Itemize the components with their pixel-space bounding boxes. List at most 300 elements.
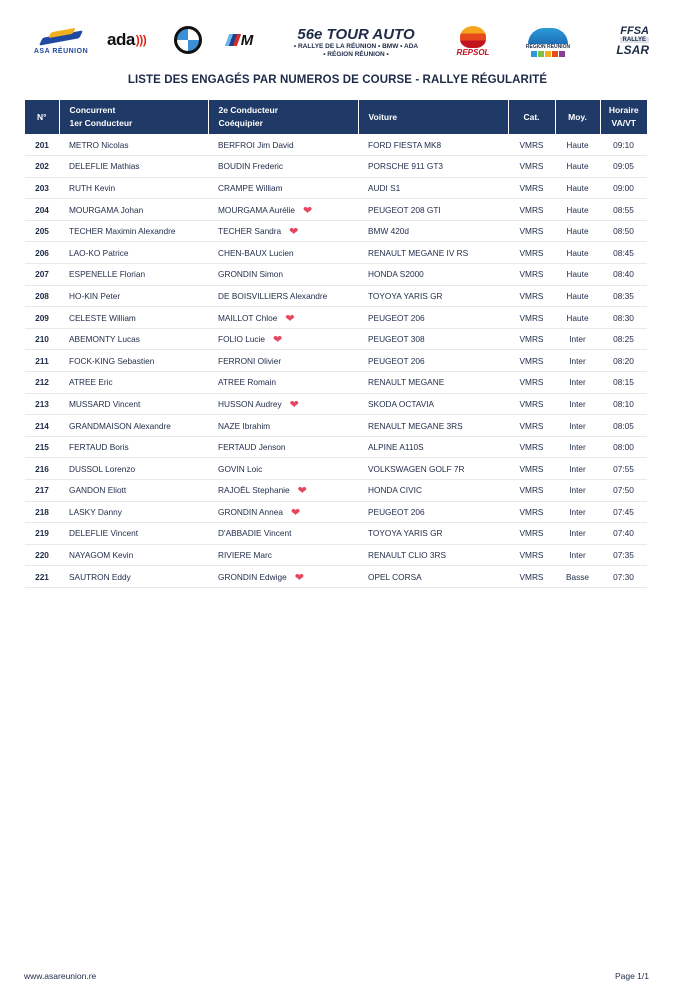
driver-name [59,220,208,242]
codriver-name-text: NAZE Ibrahim [218,420,271,431]
driver-name-text: ESPENELLE Florian [69,269,146,280]
driver-name-text: RUTH Kevin [69,182,116,193]
driver-name [59,415,208,437]
start-time [600,544,647,566]
category-text: VMRS [519,420,544,431]
codriver-name-text: TECHER Sandra [218,226,282,237]
bmw-m-logo: M [220,32,260,48]
ada-logo-text: ada [107,30,135,49]
header-moy: Moy. [555,100,600,134]
entry-number-text: 212 [35,377,49,388]
category-text: VMRS [519,528,544,539]
m-stripes-icon [225,34,241,46]
driver-name [59,177,208,199]
car-model [358,177,508,199]
table-row [25,415,647,437]
average-level-text: Inter [569,334,586,345]
codriver-name-text: MAILLOT Chloe [218,312,278,323]
average-level [555,501,600,523]
category-text: VMRS [519,226,544,237]
driver-name-text: MUSSARD Vincent [69,398,141,409]
driver-name [59,501,208,523]
average-level [555,350,600,372]
average-level [555,285,600,307]
average-level-text: Haute [566,247,589,258]
codriver-name-text: CRAMPE William [218,182,283,193]
header-concurrent [59,100,208,134]
category [508,436,555,458]
table-row [25,285,647,307]
average-level [555,523,600,545]
driver-name-text: FOCK-KING Sebastien [69,355,155,366]
start-time [600,220,647,242]
entry-number [25,350,59,372]
category-text: VMRS [519,290,544,301]
category-text: VMRS [519,377,544,388]
car-model-text: VOLKSWAGEN GOLF 7R [368,463,465,474]
codriver-name [208,480,358,502]
average-level [555,328,600,350]
driver-name [59,242,208,264]
heart-icon: ❤ [289,226,299,239]
codriver-name [208,264,358,286]
car-model-text: OPEL CORSA [368,571,422,582]
entry-number-text: 216 [35,463,49,474]
start-time-text: 08:25 [613,334,634,345]
repsol-logo-text: REPSOL [456,47,490,57]
codriver-name-text: FERRONI Olivier [218,355,282,366]
average-level [555,156,600,178]
start-time-text: 08:40 [613,269,634,280]
entry-number [25,436,59,458]
car-model [358,480,508,502]
header-voiture: Voiture [358,100,508,134]
heart-icon: ❤ [273,334,283,347]
codriver-name [208,566,358,588]
start-time [600,523,647,545]
start-time [600,501,647,523]
start-time-text: 08:35 [613,290,634,301]
table-header-row [25,100,647,134]
ada-waves-icon: ))) [135,33,147,47]
start-time-text: 07:30 [613,571,634,582]
category [508,285,555,307]
category [508,307,555,329]
codriver-name-text: ATREE Romain [218,377,276,388]
ffsa-lsar-logo [585,20,649,62]
average-level-text: Haute [566,290,589,301]
car-model-text: SKODA OCTAVIA [368,398,435,409]
ffsa-logo-text: FFSA [620,25,649,37]
car-model-text: PEUGEOT 208 GTI [368,204,441,215]
entry-number-text: 215 [35,442,49,453]
region-sun-icon [528,28,568,44]
driver-name [59,523,208,545]
header-cat: Cat. [508,100,555,134]
ada-logo [107,28,146,52]
table-row [25,328,647,350]
average-level [555,134,600,156]
entry-number [25,199,59,221]
entry-number-text: 218 [35,506,49,517]
average-level [555,177,600,199]
entry-number-text: 208 [35,290,49,301]
entry-number [25,566,59,588]
start-time [600,156,647,178]
driver-name-text: DELEFLIE Mathias [69,161,140,172]
car-model [358,501,508,523]
driver-name [59,372,208,394]
car-model-text: RENAULT MEGANE [368,377,445,388]
average-level-text: Haute [566,204,589,215]
car-model-text: AUDI S1 [368,182,401,193]
average-level-text: Haute [566,269,589,280]
category [508,415,555,437]
average-level [555,372,600,394]
car-model-text: HONDA S2000 [368,269,424,280]
driver-name [59,285,208,307]
codriver-name [208,436,358,458]
table-row [25,350,647,372]
car-model [358,566,508,588]
driver-name-text: TECHER Maximin Alexandre [69,226,176,237]
car-model-text: BMW 420d [368,226,410,237]
entry-number [25,177,59,199]
asa-logo-text: ASA RÉUNION [33,47,89,55]
category-text: VMRS [519,485,544,496]
average-level-text: Haute [566,182,589,193]
driver-name-text: ABEMONTY Lucas [69,334,140,345]
average-level-text: Haute [566,312,589,323]
header-concurrent-line1: Concurrent [69,105,116,115]
driver-name [59,458,208,480]
average-level-text: Haute [566,139,589,150]
category [508,350,555,372]
header-second-line1: 2e Conducteur [218,105,279,115]
entry-number [25,480,59,502]
entry-number [25,285,59,307]
entry-number [25,458,59,480]
entry-number-text: 206 [35,247,49,258]
entry-number [25,544,59,566]
average-level-text: Haute [566,161,589,172]
start-time [600,436,647,458]
start-time-text: 07:40 [613,528,634,539]
start-time [600,307,647,329]
average-level-text: Inter [569,463,586,474]
start-time [600,134,647,156]
car-model-text: PORSCHE 911 GT3 [368,161,444,172]
driver-name [59,393,208,415]
header-num: N° [25,100,59,134]
codriver-name-text: DE BOISVILLIERS Alexandre [218,290,328,301]
driver-name-text: DELEFLIE Vincent [69,528,139,539]
car-model [358,156,508,178]
driver-name [59,350,208,372]
repsol-flame-icon [460,26,486,48]
car-model [358,220,508,242]
tour-auto-logo [276,22,436,62]
car-model [358,544,508,566]
driver-name [59,480,208,502]
entry-number [25,328,59,350]
region-logo-text: RÉGION RÉUNION [525,43,571,50]
average-level [555,199,600,221]
driver-name-text: DUSSOL Lorenzo [69,463,136,474]
car-model-text: RENAULT MEGANE IV RS [368,247,469,258]
header-horaire-line1: Horaire [608,105,639,115]
category [508,220,555,242]
driver-name-text: LAO-KO Patrice [69,247,129,258]
entry-number [25,501,59,523]
start-time [600,177,647,199]
entry-number [25,156,59,178]
start-time [600,415,647,437]
region-color-bars [531,51,565,57]
average-level [555,566,600,588]
category [508,544,555,566]
start-time [600,372,647,394]
codriver-name-text: D'ABBADIE Vincent [218,528,292,539]
entry-number-text: 205 [35,226,49,237]
car-model [358,458,508,480]
start-time-text: 08:30 [613,312,634,323]
header-second-line2: Coéquipier [218,118,263,128]
category [508,242,555,264]
table-row [25,523,647,545]
table-row [25,501,647,523]
table-row [25,544,647,566]
codriver-name [208,523,358,545]
driver-name-text: FERTAUD Boris [69,442,129,453]
codriver-name [208,199,358,221]
table-row [25,156,647,178]
entry-number [25,307,59,329]
entry-number-text: 202 [35,161,49,172]
start-time [600,566,647,588]
average-level-text: Inter [569,355,586,366]
category-text: VMRS [519,550,544,561]
car-model-text: PEUGEOT 206 [368,312,425,323]
codriver-name-text: BERFROI Jim David [218,139,294,150]
average-level [555,264,600,286]
car-model [358,350,508,372]
average-level-text: Inter [569,377,586,388]
table-row [25,458,647,480]
start-time-text: 09:05 [613,161,634,172]
codriver-name [208,415,358,437]
car-model [358,285,508,307]
table-row [25,134,647,156]
tour-auto-line1: • RALLYE DE LA RÉUNION • BMW • ADA [293,42,419,50]
ffsa-rallye-text: RALLYE [620,37,649,43]
header-horaire-line2: VA/VT [611,118,636,128]
category-text: VMRS [519,398,544,409]
start-time [600,199,647,221]
car-model-text: ALPINE A110S [368,442,424,453]
repsol-logo [453,22,493,60]
table-row [25,566,647,588]
codriver-name [208,350,358,372]
driver-name [59,436,208,458]
entry-number [25,134,59,156]
average-level-text: Inter [569,528,586,539]
average-level-text: Basse [565,571,590,582]
entry-number-text: 221 [35,571,49,582]
codriver-name [208,177,358,199]
category-text: VMRS [519,355,544,366]
average-level [555,393,600,415]
codriver-name [208,285,358,307]
start-time-text: 08:00 [613,442,634,453]
footer-website: www.asareunion.re [24,971,97,981]
driver-name [59,328,208,350]
driver-name [59,307,208,329]
entry-number-text: 210 [35,334,49,345]
heart-icon: ❤ [294,571,304,584]
codriver-name-text: GRONDIN Simon [218,269,284,280]
average-level [555,220,600,242]
category-text: VMRS [519,204,544,215]
entry-number [25,523,59,545]
car-model-text: PEUGEOT 206 [368,506,425,517]
tour-auto-line2: • RÉGION RÉUNION • [323,50,389,58]
header-concurrent-line2: 1er Conducteur [69,118,133,128]
entry-number-text: 209 [35,312,49,323]
car-model [358,415,508,437]
codriver-name [208,156,358,178]
driver-name-text: HO-KIN Peter [69,290,121,301]
start-time [600,264,647,286]
car-model-text: TOYOYA YARIS GR [368,290,443,301]
header-horaire [600,100,647,134]
car-model [358,393,508,415]
average-level [555,436,600,458]
driver-name-text: NAYAGOM Kevin [69,550,134,561]
category-text: VMRS [519,571,544,582]
car-model [358,372,508,394]
average-level [555,458,600,480]
driver-name-text: GRANDMAISON Alexandre [69,420,171,431]
start-time-text: 08:05 [613,420,634,431]
codriver-name-text: RAJOËL Stephanie [218,485,290,496]
codriver-name [208,328,358,350]
average-level [555,544,600,566]
average-level [555,480,600,502]
category [508,134,555,156]
codriver-name [208,372,358,394]
table-row [25,307,647,329]
car-model [358,307,508,329]
category-text: VMRS [519,334,544,345]
table-row [25,264,647,286]
category [508,393,555,415]
start-time-text: 08:50 [613,226,634,237]
average-level-text: Inter [569,550,586,561]
driver-name-text: GANDON Eliott [69,485,127,496]
driver-name-text: METRO Nicolas [69,139,129,150]
category-text: VMRS [519,506,544,517]
heart-icon: ❤ [297,485,307,498]
category-text: VMRS [519,247,544,258]
asa-reunion-logo [30,22,92,60]
page-title: LISTE DES ENGAGÉS PAR NUMEROS DE COURSE - RALLYE RÉGULARITÉ [127,74,548,86]
table-row [25,199,647,221]
category-text: VMRS [519,182,544,193]
entry-number-text: 214 [35,420,49,431]
average-level-text: Inter [569,442,586,453]
entry-number [25,220,59,242]
table-body [25,134,647,587]
start-time [600,328,647,350]
start-time-text: 07:55 [613,463,634,474]
car-model [358,328,508,350]
driver-name-text: CELESTE William [69,312,136,323]
header-second-driver [208,100,358,134]
driver-name [59,156,208,178]
category [508,156,555,178]
table-row [25,220,647,242]
codriver-name-text: GRONDIN Edwige [218,571,287,582]
car-model [358,523,508,545]
table-row [25,177,647,199]
table-row [25,242,647,264]
start-time-text: 07:35 [613,550,634,561]
codriver-name [208,134,358,156]
start-time [600,350,647,372]
average-level [555,242,600,264]
entry-number-text: 204 [35,204,49,215]
average-level [555,415,600,437]
codriver-name [208,307,358,329]
average-level-text: Inter [569,506,586,517]
entry-number-text: 220 [35,550,49,561]
car-model [358,199,508,221]
driver-name-text: LASKY Danny [69,506,122,517]
entries-table [25,100,647,588]
category-text: VMRS [519,161,544,172]
codriver-name [208,458,358,480]
start-time-text: 09:00 [613,182,634,193]
codriver-name [208,501,358,523]
start-time-text: 09:10 [613,139,634,150]
codriver-name-text: FOLIO Lucie [218,334,266,345]
start-time [600,242,647,264]
category [508,501,555,523]
category-text: VMRS [519,463,544,474]
codriver-name-text: BOUDIN Frederic [218,161,284,172]
car-model [358,436,508,458]
start-time-text: 08:20 [613,355,634,366]
category [508,458,555,480]
heart-icon: ❤ [289,398,299,411]
tour-auto-title: 56e TOUR AUTO [297,25,415,43]
entry-number-text: 203 [35,182,49,193]
average-level-text: Haute [566,226,589,237]
entry-number-text: 211 [35,355,49,366]
asa-wing-icon [37,28,85,48]
table-row [25,393,647,415]
car-model-text: RENAULT CLIO 3RS [368,550,447,561]
codriver-name [208,242,358,264]
region-reunion-logo [524,22,572,62]
table-row [25,372,647,394]
heart-icon: ❤ [303,204,313,217]
codriver-name-text: MOURGAMA Aurélie [218,204,295,215]
start-time-text: 07:45 [613,506,634,517]
category-text: VMRS [519,442,544,453]
entry-number [25,242,59,264]
